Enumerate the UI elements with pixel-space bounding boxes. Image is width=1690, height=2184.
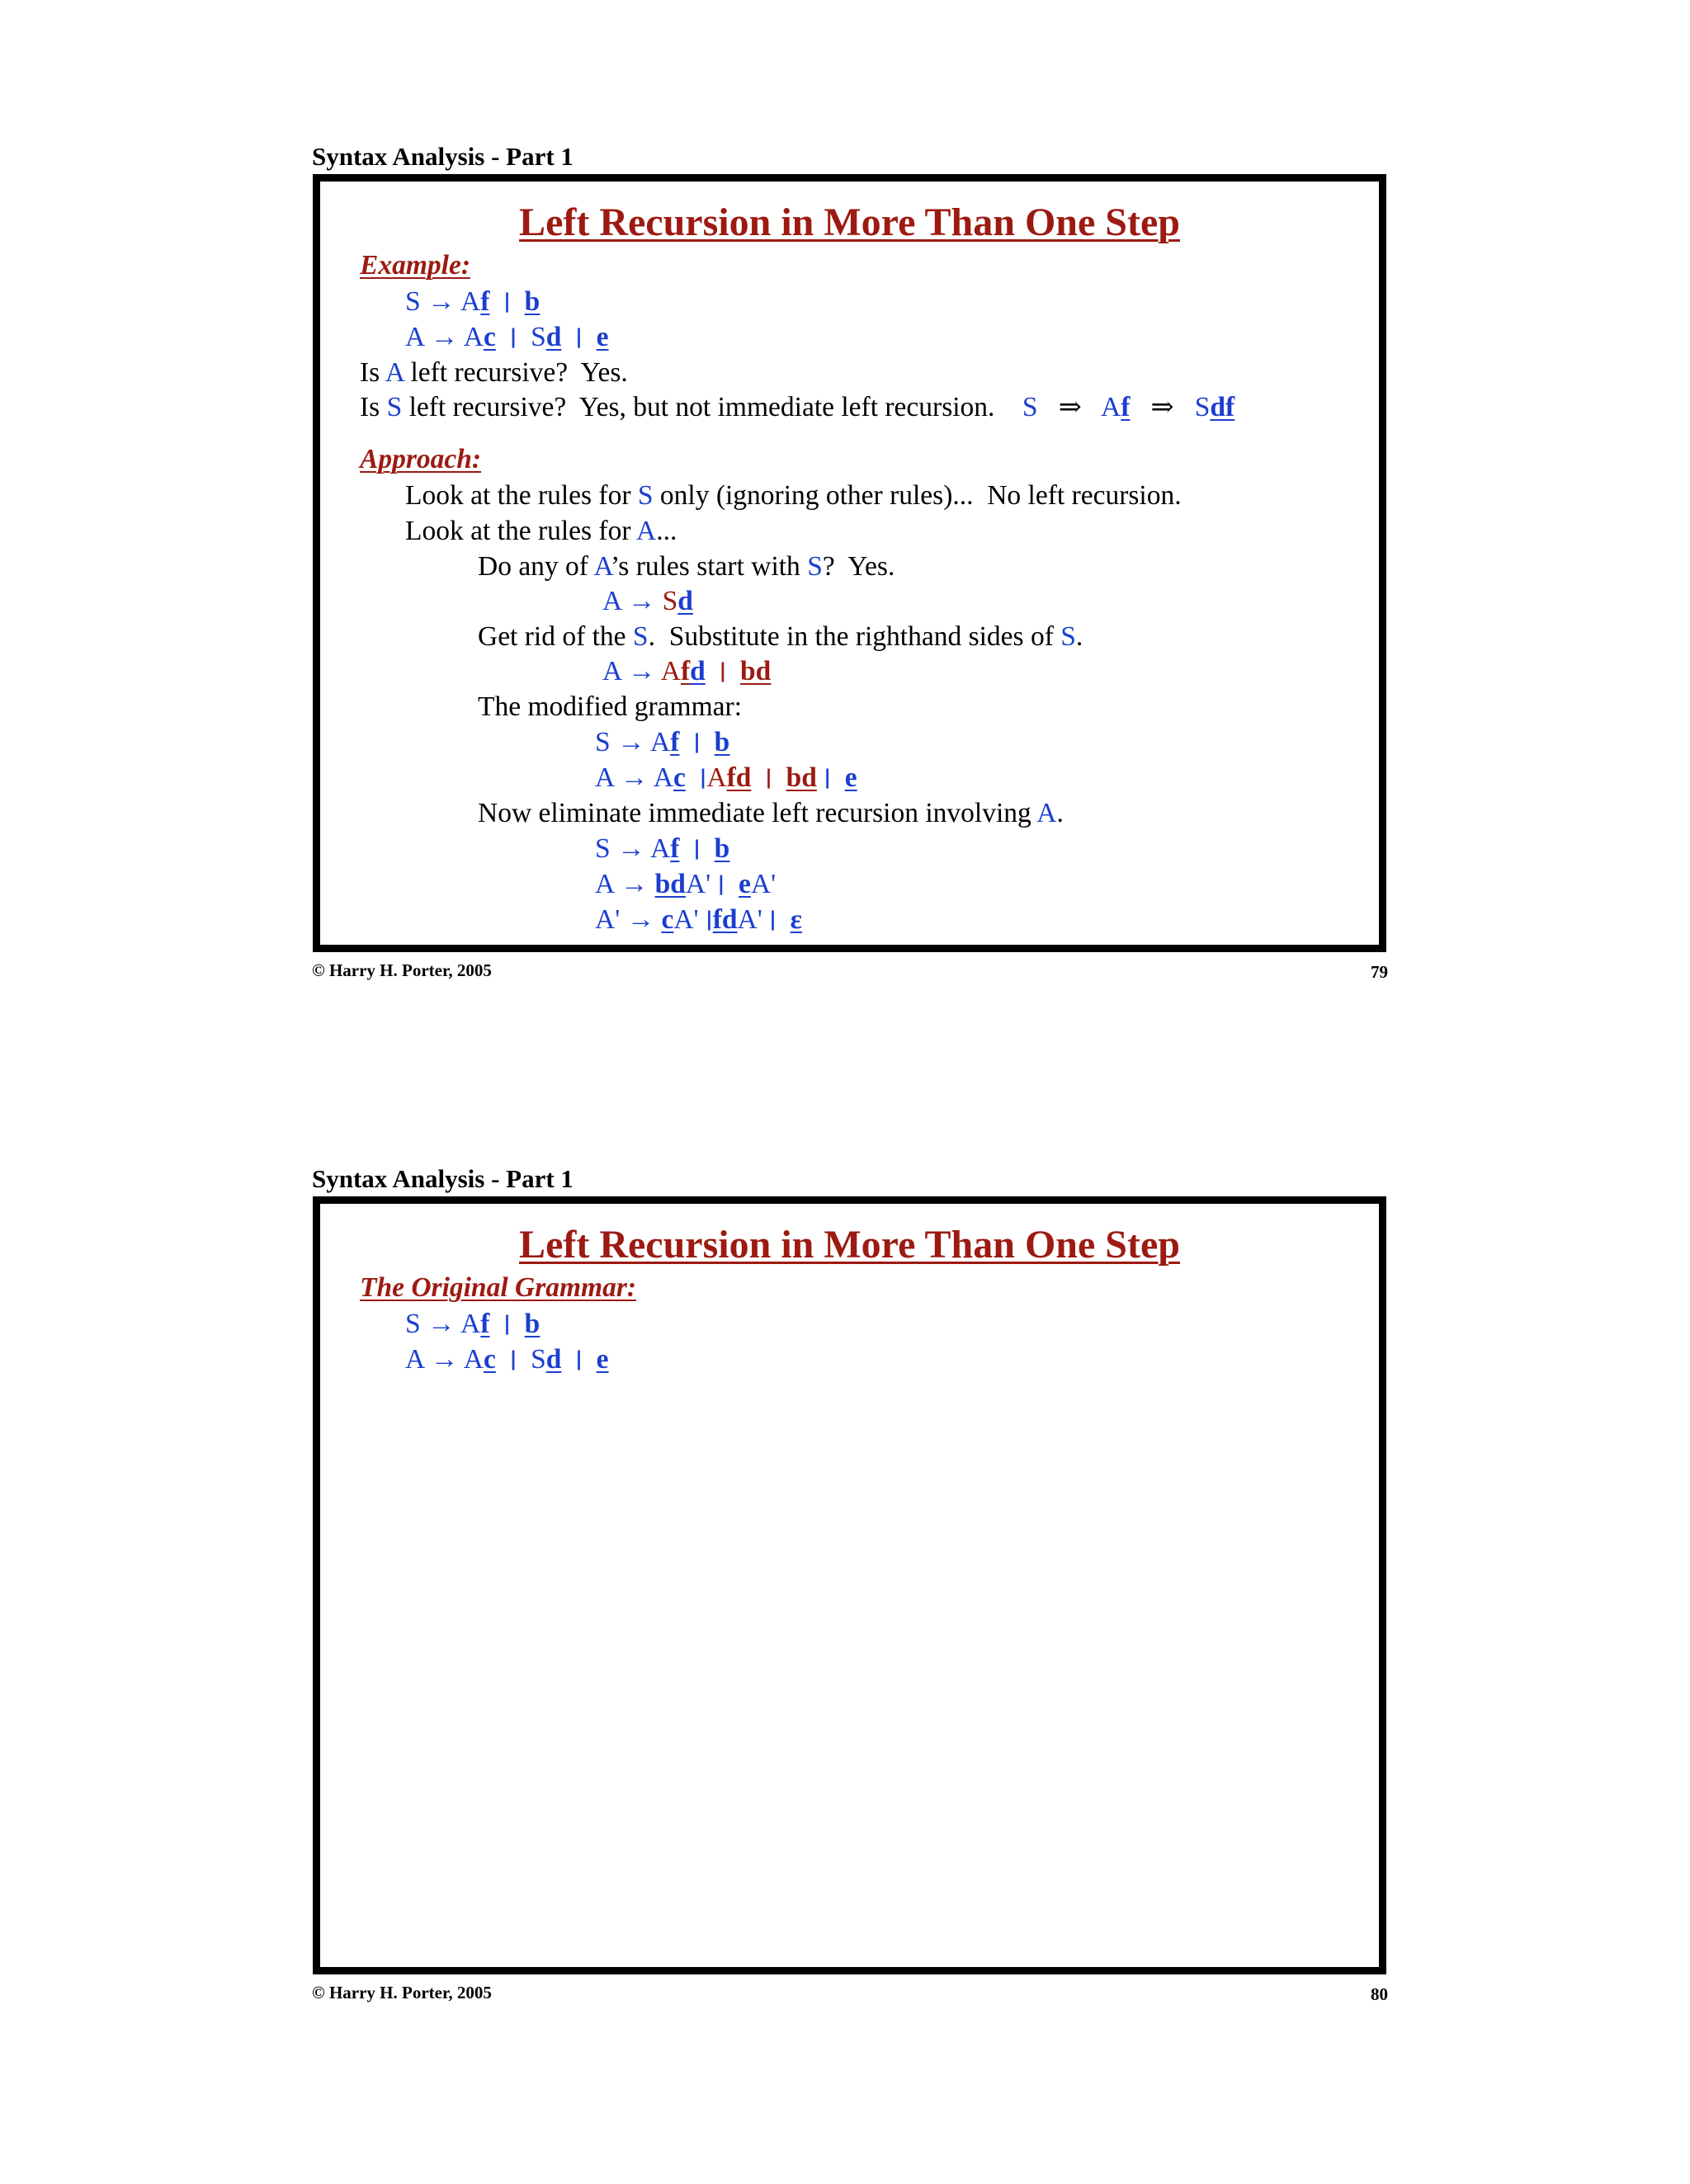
slide-frame [313, 174, 1386, 952]
text-segment: f [680, 656, 691, 686]
text-segment [679, 727, 693, 757]
content-line [405, 517, 677, 545]
text-segment: A' [685, 869, 718, 899]
text-segment: S [1060, 621, 1076, 652]
text-segment: → [427, 286, 456, 317]
content-line [478, 623, 1083, 651]
text-segment: d [545, 1344, 562, 1375]
text-segment [701, 727, 715, 757]
text-segment [583, 322, 597, 352]
text-segment: | [765, 766, 772, 789]
content-line [595, 906, 802, 934]
text-segment: left recursive? Yes, but not immediate left recursion. [402, 392, 1022, 422]
text-segment: ⇒ [1150, 392, 1174, 422]
text-segment: A [706, 762, 727, 793]
text-segment: bd [786, 762, 817, 793]
text-segment: A [595, 869, 621, 899]
text-segment: e [739, 869, 751, 899]
text-segment [679, 833, 693, 864]
text-segment: S [655, 586, 678, 616]
text-segment: . [1075, 621, 1083, 652]
content-line [405, 288, 540, 316]
text-segment: Is [360, 357, 385, 388]
text-segment [725, 869, 739, 899]
content-line [478, 800, 1064, 828]
text-segment: f [480, 286, 490, 317]
text-segment: A [655, 656, 681, 686]
text-segment: d [677, 586, 693, 616]
content-line [595, 870, 776, 899]
text-segment: S [405, 286, 428, 317]
text-segment [561, 322, 575, 352]
text-segment: S [1173, 392, 1211, 422]
text-segment: | [575, 1347, 583, 1370]
content-line [360, 446, 481, 474]
text-segment: | [509, 325, 517, 348]
text-segment: ⇒ [1058, 392, 1082, 422]
text-segment: fd [726, 762, 752, 793]
text-segment: fd [712, 904, 738, 935]
text-segment: e [596, 322, 609, 352]
copyright: © Harry H. Porter, 2005 [312, 960, 492, 980]
section-heading: The Original Grammar: [360, 1272, 637, 1303]
slide-content [320, 1204, 1379, 1967]
content-line [405, 1310, 540, 1338]
text-segment [489, 286, 503, 317]
text-segment: | [693, 730, 701, 753]
text-segment: b [714, 727, 730, 757]
text-segment: A [455, 1309, 481, 1339]
slide-title: Left Recursion in More Than One Step [519, 1223, 1180, 1267]
text-segment: → [427, 1309, 456, 1339]
text-segment: f [480, 1309, 490, 1339]
text-segment: A [405, 322, 431, 352]
text-segment: S [595, 727, 618, 757]
text-segment [751, 762, 765, 793]
text-segment: A [1081, 392, 1121, 422]
text-segment [777, 904, 791, 935]
text-segment: bd [740, 656, 772, 686]
text-segment: Now eliminate immediate left recursion involving [478, 798, 1037, 828]
text-segment: A [1036, 798, 1057, 828]
page-number: 79 [1371, 962, 1388, 982]
copyright: © Harry H. Porter, 2005 [312, 1983, 492, 2002]
content-line [478, 693, 742, 721]
text-segment: → [626, 904, 655, 935]
section-heading: Approach: [360, 444, 482, 474]
text-segment: A [593, 551, 611, 582]
text-segment: A [458, 1344, 484, 1375]
content-line [360, 359, 628, 387]
text-segment: A [636, 516, 657, 546]
text-segment: c [673, 762, 686, 793]
text-segment: A [648, 762, 673, 793]
text-segment: c [483, 1344, 496, 1375]
text-segment [686, 762, 700, 793]
slide-content [320, 182, 1379, 945]
text-segment: A' [595, 904, 627, 935]
text-segment [511, 1309, 525, 1339]
text-segment: c [483, 322, 496, 352]
text-segment: | [705, 908, 713, 931]
text-segment: | [693, 837, 701, 860]
text-segment: ε [790, 904, 802, 935]
text-segment: ? Yes. [822, 551, 895, 582]
text-segment: → [617, 833, 645, 864]
text-segment: . [1056, 798, 1064, 828]
text-segment: → [627, 656, 656, 686]
text-segment: | [717, 872, 725, 895]
text-segment: A [602, 586, 628, 616]
text-segment: → [620, 762, 649, 793]
text-segment [706, 656, 720, 686]
text-segment: | [824, 766, 832, 789]
content-line [405, 323, 609, 351]
text-segment [496, 1344, 510, 1375]
text-segment: | [719, 659, 727, 682]
text-segment: only (ignoring other rules)... No left recursion. [653, 480, 1182, 511]
text-segment: → [617, 727, 645, 757]
text-segment [648, 869, 654, 899]
text-segment: f [670, 833, 680, 864]
text-segment: Get rid of the [478, 621, 633, 652]
text-segment: d [545, 322, 562, 352]
text-segment: S [1022, 392, 1059, 422]
text-segment: Look at the rules for [405, 516, 637, 546]
text-segment: d [690, 656, 706, 686]
text-segment: e [596, 1344, 609, 1375]
content-line [360, 394, 1234, 422]
text-segment: S [405, 1309, 428, 1339]
text-segment [489, 1309, 503, 1339]
content-line [602, 658, 771, 686]
text-segment [511, 286, 525, 317]
text-segment: A' [673, 904, 706, 935]
text-segment: S [632, 621, 649, 652]
text-segment: b [524, 1309, 541, 1339]
text-segment: S [517, 1344, 546, 1375]
text-segment: Do any of [478, 551, 594, 582]
text-segment: A [595, 762, 621, 793]
text-segment: S [807, 551, 823, 582]
text-segment: A [405, 1344, 431, 1375]
text-segment: ... [656, 516, 677, 546]
content-line [360, 1274, 636, 1302]
text-segment: ’s rules start with [610, 551, 808, 582]
text-segment: A [644, 833, 671, 864]
text-segment: left recursive? Yes. [404, 357, 628, 388]
text-segment: S [386, 392, 403, 422]
text-segment: df [1210, 392, 1235, 422]
text-segment: b [714, 833, 730, 864]
text-segment: → [430, 322, 459, 352]
section-heading: Example: [360, 250, 470, 281]
text-segment: f [670, 727, 680, 757]
text-segment: bd [654, 869, 686, 899]
text-segment [817, 762, 824, 793]
content-line [360, 252, 470, 280]
slide-header: Syntax Analysis - Part 1 [312, 142, 574, 171]
text-segment: A' [737, 904, 770, 935]
text-segment [561, 1344, 575, 1375]
text-segment: A [602, 656, 628, 686]
slide-header: Syntax Analysis - Part 1 [312, 1164, 574, 1193]
text-segment: → [430, 1344, 459, 1375]
content-line [405, 1346, 609, 1374]
text-segment: Look at the rules for [405, 480, 638, 511]
text-segment: S [595, 833, 618, 864]
text-segment [772, 762, 786, 793]
text-segment: c [661, 904, 674, 935]
text-segment [726, 656, 740, 686]
text-segment: A [644, 727, 671, 757]
text-segment: A [455, 286, 481, 317]
content-line [602, 587, 693, 616]
content-line [595, 835, 729, 863]
text-segment: S [517, 322, 546, 352]
text-segment [496, 322, 510, 352]
text-segment: A [385, 357, 404, 388]
text-segment: b [524, 286, 541, 317]
text-segment: | [503, 1312, 511, 1335]
content-line [405, 482, 1182, 510]
text-segment: S [637, 480, 654, 511]
text-segment [1130, 392, 1150, 422]
text-segment: . Substitute in the righthand sides of [648, 621, 1061, 652]
text-segment: A [458, 322, 484, 352]
text-segment: | [699, 766, 707, 789]
content-line [595, 729, 729, 757]
text-segment: | [509, 1347, 517, 1370]
text-segment: f [1121, 392, 1131, 422]
text-segment: Is [360, 392, 387, 422]
slide-frame [313, 1196, 1386, 1974]
text-segment: | [769, 908, 777, 931]
text-segment [583, 1344, 597, 1375]
text-segment [831, 762, 845, 793]
text-segment [701, 833, 715, 864]
content-line [595, 764, 857, 792]
page-number: 80 [1371, 1984, 1388, 2004]
text-segment: e [844, 762, 857, 793]
text-segment: | [575, 325, 583, 348]
content-line [478, 553, 895, 581]
text-segment: The modified grammar: [478, 691, 743, 722]
text-segment: | [503, 290, 511, 313]
text-segment: → [627, 586, 656, 616]
text-segment: → [620, 869, 649, 899]
text-segment: A' [750, 869, 777, 899]
slide-title: Left Recursion in More Than One Step [519, 200, 1180, 244]
